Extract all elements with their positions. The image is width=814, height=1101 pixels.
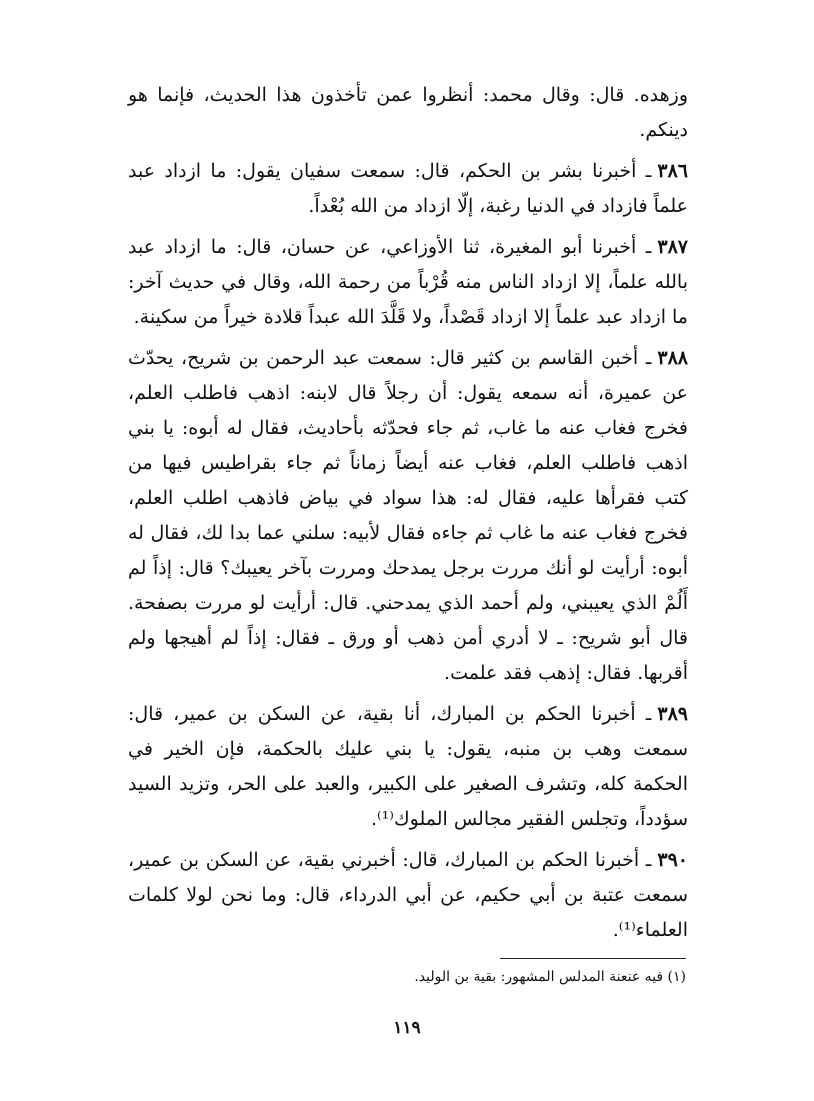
paragraph-text: ـ أخبرنا الحكم بن المبارك، أنا بقية، عن السكن بن عمير، قال: سمعت وهب بن منبه، يقول: يا بني عليك بالحكمة، فإن الخير في الحكمة كله، وتشرف الصغير على الكبير، والعبد على الحر، وتزيد السيد سؤدداً، وتجلس الفقير مجالس الملوك⁽¹⁾. [128, 703, 688, 830]
paragraph-text: ـ أخبرنا الحكم بن المبارك، قال: أخبرني بقية، عن السكن بن عمير، سمعت عتبة بن أبي حكيم، عن أبي الدرداء، قال: وما نحن لولا كلمات العلماء⁽¹⁾. [128, 849, 688, 941]
paragraph-389 [128, 697, 688, 837]
paragraph-text: وزهده. قال: وقال محمد: أنظروا عمن تأخذون هذا الحديث، فإنما هو دينكم. [128, 84, 688, 141]
footnote: (١) فيه عنعنة المدلس المشهور: بقية بن الوليد. [414, 969, 686, 985]
page-body [128, 78, 688, 954]
paragraph-text: ـ أخبن القاسم بن كثير قال: سمعت عبد الرحمن بن شريح، يحدّث عن عميرة، أنه سمعه يقول: أن رجلاً قال لابنه: اذهب فاطلب العلم، فخرج فغاب عنه ما غاب، ثم جاء فحدّثه بأحاديث، فقال له أبوه: يا بني اذهب فاطلب العلم، فغاب عنه أيضاً زماناً ثم جاء بقراطيس فيها من كتب فقرأها عليه، فقال له: هذا سواد في بياض فاذهب اطلب العلم، فخرج فغاب عنه ما غاب ثم جاءه فقال لأبيه: سلني عما بدا لك، فقال له أبوه: أرأيت لو أنك مررت برجل يمدحك ومررت بآخر يعيبك؟ قال: إذاً لم أَلُمْ الذي يعيبني، ولم أحمد الذي يمدحني. قال: أرأيت لو مررت بصفحة. قال أبو شريح: ـ لا أدري أمن ذهب أو ورق ـ فقال: إذاً لم أهيجها ولم أقربها. فقال: إذهب فقد علمت. [128, 347, 688, 684]
paragraph-388 [128, 341, 688, 691]
hadith-number: ٣٨٦ [657, 160, 688, 182]
paragraph-text: ـ أخبرنا أبو المغيرة، ثنا الأوزاعي، عن حسان، قال: ما ازداد عبد بالله علماً، إلا ازداد الناس منه قُرْباً من رحمة الله، وقال في حديث آخر: ما ازداد عبد علماً إلا ازداد قَصْداً، ولا قَلَّدَ الله عبداً قلادة خيراً من سكينة. [128, 236, 688, 328]
page-number: ١١٩ [393, 1018, 421, 1038]
hadith-number: ٣٩٠ [657, 849, 688, 871]
footnote-divider [500, 958, 686, 959]
paragraph-text: ـ أخبرنا بشر بن الحكم، قال: سمعت سفيان يقول: ما ازداد عبد علماً فازداد في الدنيا رغبة، إلّا ازداد من الله بُعْداً. [128, 160, 688, 217]
hadith-number: ٣٨٨ [657, 347, 688, 369]
hadith-number: ٣٨٩ [657, 703, 688, 725]
paragraph-386 [128, 154, 688, 224]
paragraph-continuation [128, 78, 688, 148]
paragraph-387 [128, 230, 688, 335]
hadith-number: ٣٨٧ [657, 236, 688, 258]
paragraph-390 [128, 843, 688, 948]
